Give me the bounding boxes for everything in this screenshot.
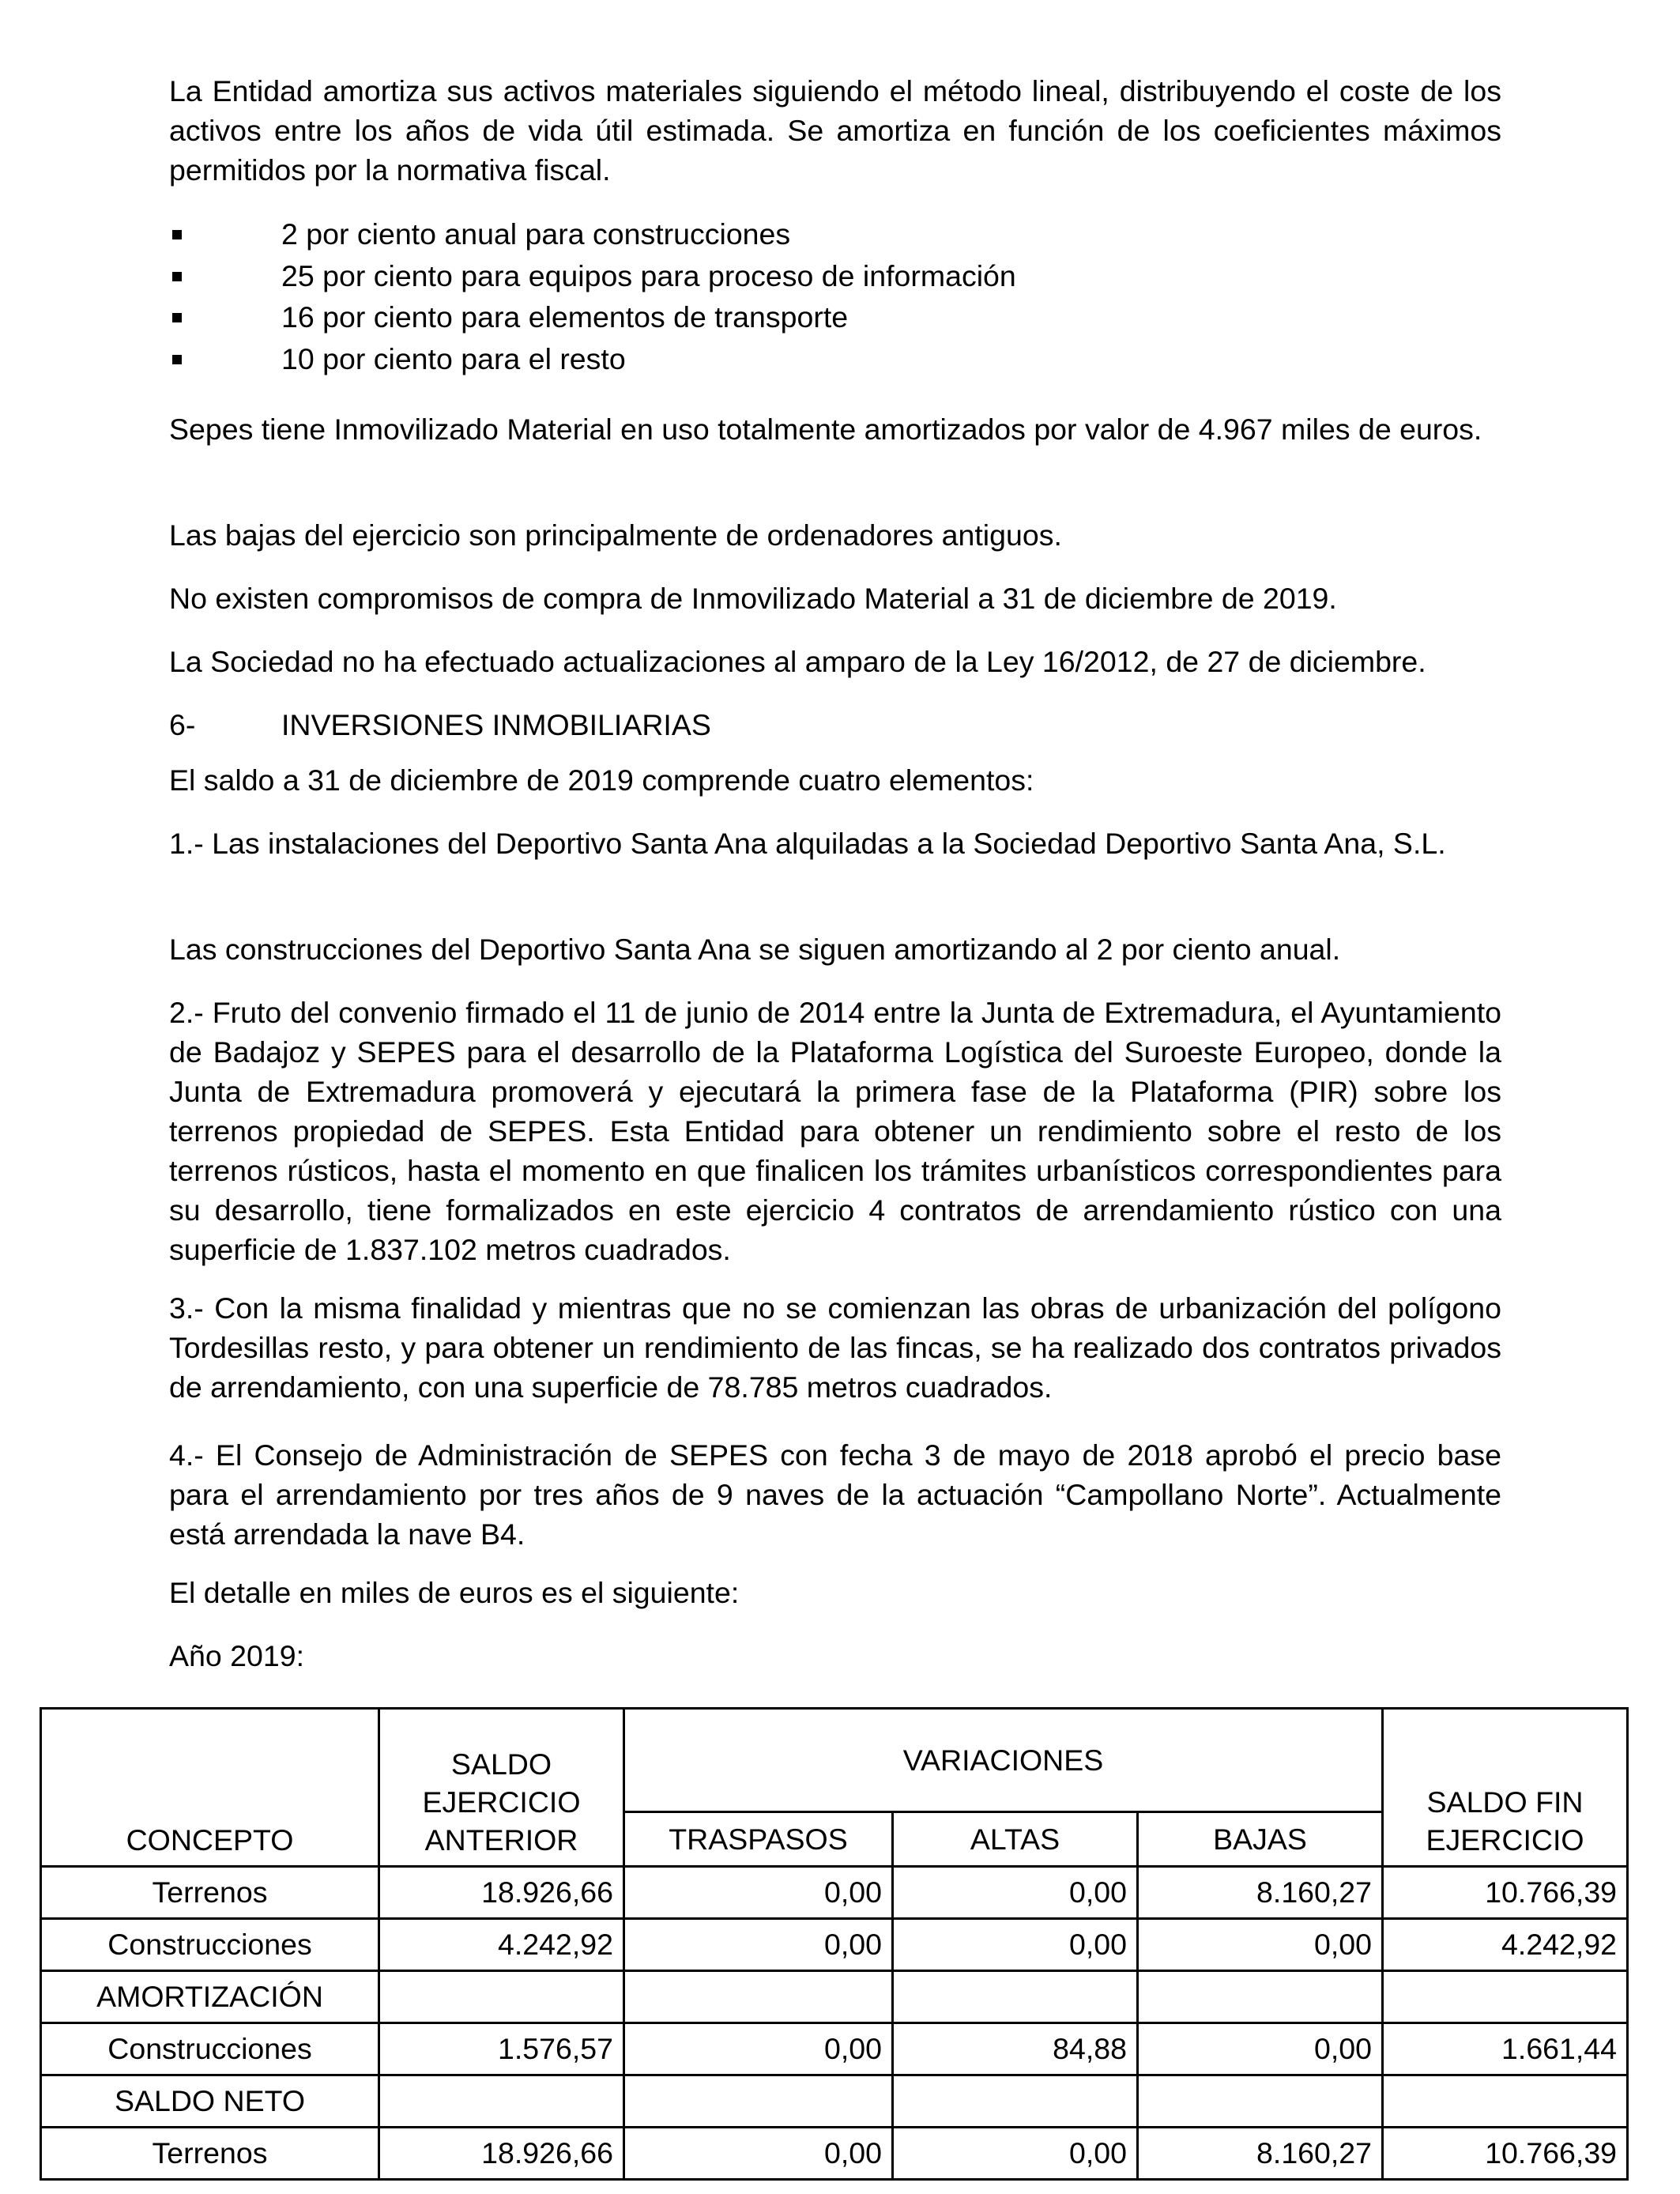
cell-saldo-anterior: 18.926,66 (379, 1867, 624, 1919)
cell-bajas (1138, 1971, 1383, 2023)
header-saldo-anterior: SALDO EJERCICIO ANTERIOR (379, 1709, 624, 1867)
cell-saldo-fin: 1.661,44 (1383, 2023, 1628, 2075)
list-item-text: 25 por ciento para equipos para proceso de información (281, 258, 1016, 292)
cell-saldo-anterior (379, 1971, 624, 2023)
list-item-text: 16 por ciento para elementos de transporte (281, 300, 849, 334)
paragraph-santa-ana-constructions: Las construcciones del Deportivo Santa Ana se siguen amortizando al 2 por ciento anual. (169, 933, 1341, 966)
paragraph-year: Año 2019: (169, 1639, 304, 1672)
table-row (41, 2023, 1628, 2075)
paragraph-detail-intro: El detalle en miles de euros es el siguiente: (169, 1576, 740, 1609)
table-row (41, 2128, 1628, 2180)
header-bajas: BAJAS (1138, 1812, 1383, 1867)
square-bullet-icon (172, 230, 182, 239)
cell-altas: 0,00 (893, 2128, 1138, 2180)
cell-concepto: Terrenos (41, 2128, 379, 2180)
cell-saldo-anterior: 1.576,57 (379, 2023, 624, 2075)
list-item (169, 338, 1501, 380)
cell-altas: 0,00 (893, 1919, 1138, 1971)
header-variaciones: VARIACIONES (624, 1709, 1383, 1812)
cell-traspasos (624, 2075, 893, 2128)
table-row (41, 1919, 1628, 1971)
cell-saldo-fin (1383, 1971, 1628, 2023)
section-heading (169, 705, 1501, 745)
investment-properties-table (40, 1707, 1629, 2181)
square-bullet-icon (172, 272, 182, 281)
cell-saldo-fin: 10.766,39 (1383, 2128, 1628, 2180)
header-altas: ALTAS (893, 1812, 1138, 1867)
cell-bajas: 8.160,27 (1138, 2128, 1383, 2180)
cell-altas (893, 2075, 1138, 2128)
cell-concepto: Terrenos (41, 1867, 379, 1919)
paragraph-fully-amortized: Sepes tiene Inmovilizado Material en uso totalmente amortizados por valor de 4.967 miles de euros. (169, 413, 1482, 446)
section-number: 6- (169, 708, 196, 741)
cell-saldo-fin: 4.242,92 (1383, 1919, 1628, 1971)
paragraph-updates: La Sociedad no ha efectuado actualizaciones al amparo de la Ley 16/2012, de 27 de diciembre. (169, 645, 1426, 678)
cell-saldo-anterior: 4.242,92 (379, 1919, 624, 1971)
paragraph-item-1: 1.- Las instalaciones del Deportivo Santa Ana alquiladas a la Sociedad Deportivo Santa Ana, S.L. (169, 827, 1446, 860)
list-item (169, 213, 1501, 255)
cell-traspasos (624, 1971, 893, 2023)
header-saldo-fin: SALDO FIN EJERCICIO (1383, 1709, 1628, 1867)
cell-concepto: Construcciones (41, 1919, 379, 1971)
cell-saldo-fin (1383, 2075, 1628, 2128)
paragraph-commitments: No existen compromisos de compra de Inmovilizado Material a 31 de diciembre de 2019. (169, 582, 1337, 615)
cell-concepto: SALDO NETO (41, 2075, 379, 2128)
table-row (41, 1867, 1628, 1919)
cell-concepto: Construcciones (41, 2023, 379, 2075)
coefficient-list (169, 213, 1501, 379)
table-row (41, 2075, 1628, 2128)
cell-saldo-anterior (379, 2075, 624, 2128)
cell-saldo-fin: 10.766,39 (1383, 1867, 1628, 1919)
cell-bajas: 0,00 (1138, 1919, 1383, 1971)
cell-concepto: AMORTIZACIÓN (41, 1971, 379, 2023)
section-title: INVERSIONES INMOBILIARIAS (281, 708, 711, 741)
paragraph-balance-intro: El saldo a 31 de diciembre de 2019 comprende cuatro elementos: (169, 763, 1034, 797)
list-item-text: 2 por ciento anual para construcciones (281, 217, 791, 251)
investment-table-wrapper (40, 1707, 1626, 2181)
cell-traspasos: 0,00 (624, 1919, 893, 1971)
paragraph-amortization-method: La Entidad amortiza sus activos materiales siguiendo el método lineal, distribuyendo el coste de los activos entre los años de vida útil estimada. Se amortiza en función de los coeficientes máximos permitidos por la normativa fiscal. (169, 74, 1501, 187)
paragraph-disposals: Las bajas del ejercicio son principalmente de ordenadores antiguos. (169, 518, 1062, 552)
list-item (169, 296, 1501, 338)
square-bullet-icon (172, 355, 182, 364)
header-concepto: CONCEPTO (41, 1709, 379, 1867)
paragraph-item-3: 3.- Con la misma finalidad y mientras que no se comienzan las obras de urbanización del polígono Tordesillas resto, y para obtener un rendimiento de las fincas, se ha realizado dos contratos privados de arrendamiento, con una superficie de 78.785 metros cuadrados. (169, 1291, 1501, 1404)
cell-saldo-anterior: 18.926,66 (379, 2128, 624, 2180)
header-traspasos: TRASPASOS (624, 1812, 893, 1867)
cell-altas (893, 1971, 1138, 2023)
table-row (41, 1971, 1628, 2023)
cell-bajas (1138, 2075, 1383, 2128)
cell-bajas: 8.160,27 (1138, 1867, 1383, 1919)
cell-traspasos: 0,00 (624, 2023, 893, 2075)
list-item-text: 10 por ciento para el resto (281, 341, 626, 375)
cell-altas: 84,88 (893, 2023, 1138, 2075)
cell-traspasos: 0,00 (624, 2128, 893, 2180)
paragraph-item-2: 2.- Fruto del convenio firmado el 11 de junio de 2014 entre la Junta de Extremadura, el Ayuntamiento de Badajoz y SEPES para el desarrollo de la Plataforma Logística del Suroeste Europeo, donde la Junta de Extremadura promoverá y ejecutará la primera fase de la Plataforma (PIR) sobre los terrenos propiedad de SEPES. Esta Entidad para obtener un rendimiento sobre el resto de los terrenos rústicos, hasta el momento en que finalicen los trámites urbanísticos correspondientes para su desarrollo, tiene formalizados en este ejercicio 4 contratos de arrendamiento rústico con una superficie de 1.837.102 metros cuadrados. (169, 996, 1501, 1266)
list-item (169, 255, 1501, 297)
cell-bajas: 0,00 (1138, 2023, 1383, 2075)
cell-traspasos: 0,00 (624, 1867, 893, 1919)
paragraph-item-4: 4.- El Consejo de Administración de SEPES con fecha 3 de mayo de 2018 aprobó el precio base para el arrendamiento por tres años de 9 naves de la actuación “Campollano Norte”. Actualmente está arrendada la nave B4. (169, 1438, 1501, 1551)
square-bullet-icon (172, 313, 182, 322)
cell-altas: 0,00 (893, 1867, 1138, 1919)
